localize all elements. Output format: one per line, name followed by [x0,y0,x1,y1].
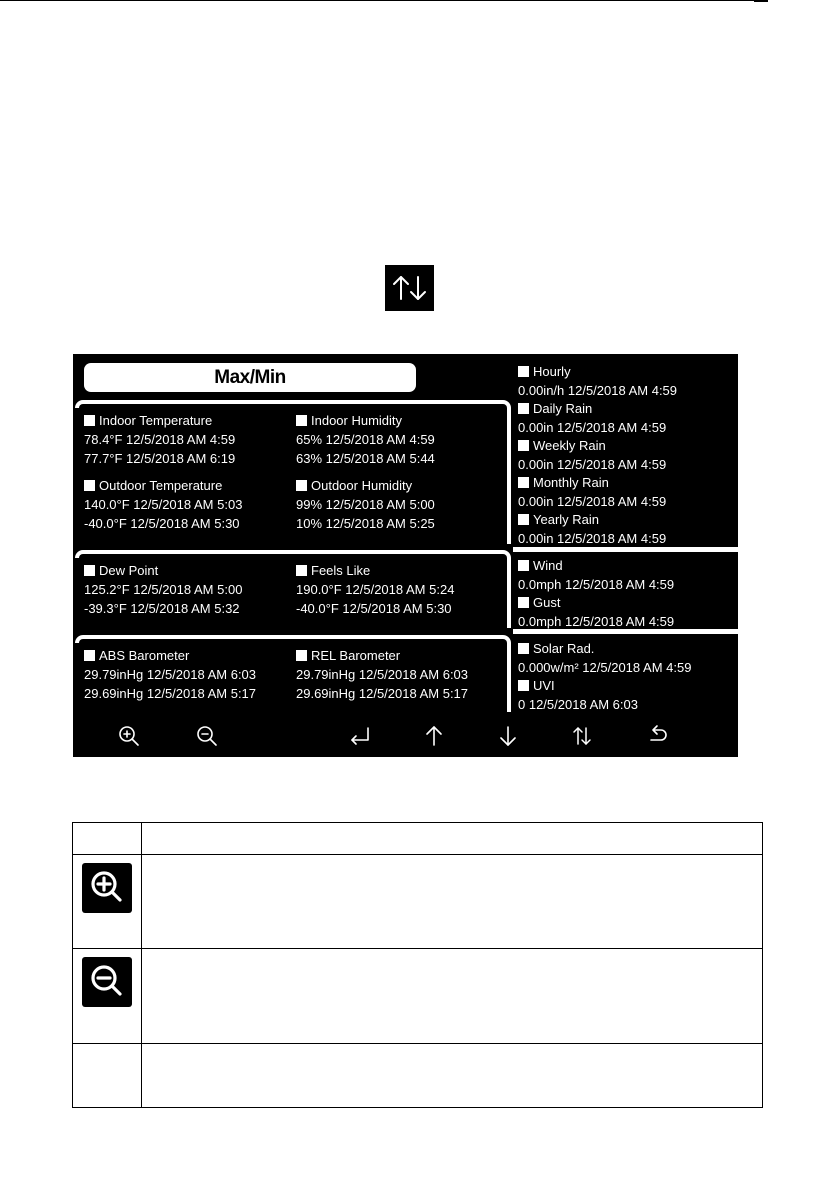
checkbox-icon[interactable] [518,477,529,488]
zoom-out-icon[interactable] [195,724,219,748]
zoom-in-icon[interactable] [117,724,141,748]
checkbox-icon[interactable] [518,366,529,377]
rel-barometer-item[interactable]: REL Barometer 29.79inHg 12/5/2018 AM 6:03 29.69inHg 12/5/2018 AM 5:17 [296,648,469,701]
swap-icon [385,265,434,311]
back-icon[interactable] [646,724,670,748]
solar-rad-item[interactable]: Solar Rad. 0.000w/m² 12/5/2018 AM 4:59 [518,641,692,675]
daily-rain-item[interactable]: Daily Rain 0.00in 12/5/2018 AM 4:59 [518,401,667,435]
checkbox-icon[interactable] [296,650,307,661]
right-separator [513,629,738,634]
arrow-up-icon[interactable] [422,724,446,748]
uvi-item[interactable]: UVI 0 12/5/2018 AM 6:03 [518,678,638,712]
weekly-rain-item[interactable]: Weekly Rain 0.00in 12/5/2018 AM 4:59 [518,438,667,472]
checkbox-icon[interactable] [518,643,529,654]
abs-barometer-item[interactable]: ABS Barometer 29.79inHg 12/5/2018 AM 6:03 29.69inHg 12/5/2018 AM 5:17 [84,648,257,701]
arrow-down-icon[interactable] [496,724,520,748]
page-top-rule-end [754,0,768,2]
indoor-temperature-item[interactable]: Indoor Temperature 78.4°F 12/5/2018 AM 4:59 77.7°F 12/5/2018 AM 6:19 [84,413,236,466]
dew-point-item[interactable]: Dew Point 125.2°F 12/5/2018 AM 5:00 -39.3°F 12/5/2018 AM 5:32 [84,563,243,616]
page-top-rule [0,0,754,1]
enter-icon[interactable] [348,724,372,748]
checkbox-icon[interactable] [296,565,307,576]
table-row-divider [73,948,762,949]
table-row-divider [73,1043,762,1044]
outdoor-humidity-item[interactable]: Outdoor Humidity 99% 12/5/2018 AM 5:00 10% 12/5/2018 AM 5:25 [296,478,435,531]
right-separator [513,547,738,552]
screen-title: Max/Min [84,363,416,392]
hourly-rain-item[interactable]: Hourly 0.00in/h 12/5/2018 AM 4:59 [518,364,678,398]
checkbox-icon[interactable] [518,597,529,608]
table-column-divider [141,823,142,1107]
swap-icon[interactable] [570,724,594,748]
monthly-rain-item[interactable]: Monthly Rain 0.00in 12/5/2018 AM 4:59 [518,475,667,509]
icon-description-table [72,822,763,1108]
checkbox-icon[interactable] [84,650,95,661]
checkbox-icon[interactable] [84,415,95,426]
indoor-humidity-item[interactable]: Indoor Humidity 65% 12/5/2018 AM 4:59 63% 12/5/2018 AM 5:44 [296,413,435,466]
max-min-screen [73,354,738,757]
checkbox-icon[interactable] [296,415,307,426]
yearly-rain-item[interactable]: Yearly Rain 0.00in 12/5/2018 AM 4:59 [518,512,667,546]
checkbox-icon[interactable] [518,514,529,525]
feels-like-item[interactable]: Feels Like 190.0°F 12/5/2018 AM 5:24 -40.0°F 12/5/2018 AM 5:30 [296,563,455,616]
gust-item[interactable]: Gust 0.0mph 12/5/2018 AM 4:59 [518,595,675,629]
checkbox-icon[interactable] [518,680,529,691]
checkbox-icon[interactable] [84,565,95,576]
zoom-out-icon [82,957,132,1007]
outdoor-temperature-item[interactable]: Outdoor Temperature 140.0°F 12/5/2018 AM 5:03 -40.0°F 12/5/2018 AM 5:30 [84,478,243,531]
checkbox-icon[interactable] [518,440,529,451]
table-row-divider [73,854,762,855]
zoom-in-icon [82,863,132,913]
checkbox-icon[interactable] [518,403,529,414]
checkbox-icon[interactable] [518,560,529,571]
checkbox-icon[interactable] [296,480,307,491]
checkbox-icon[interactable] [84,480,95,491]
wind-item[interactable]: Wind 0.0mph 12/5/2018 AM 4:59 [518,558,675,592]
